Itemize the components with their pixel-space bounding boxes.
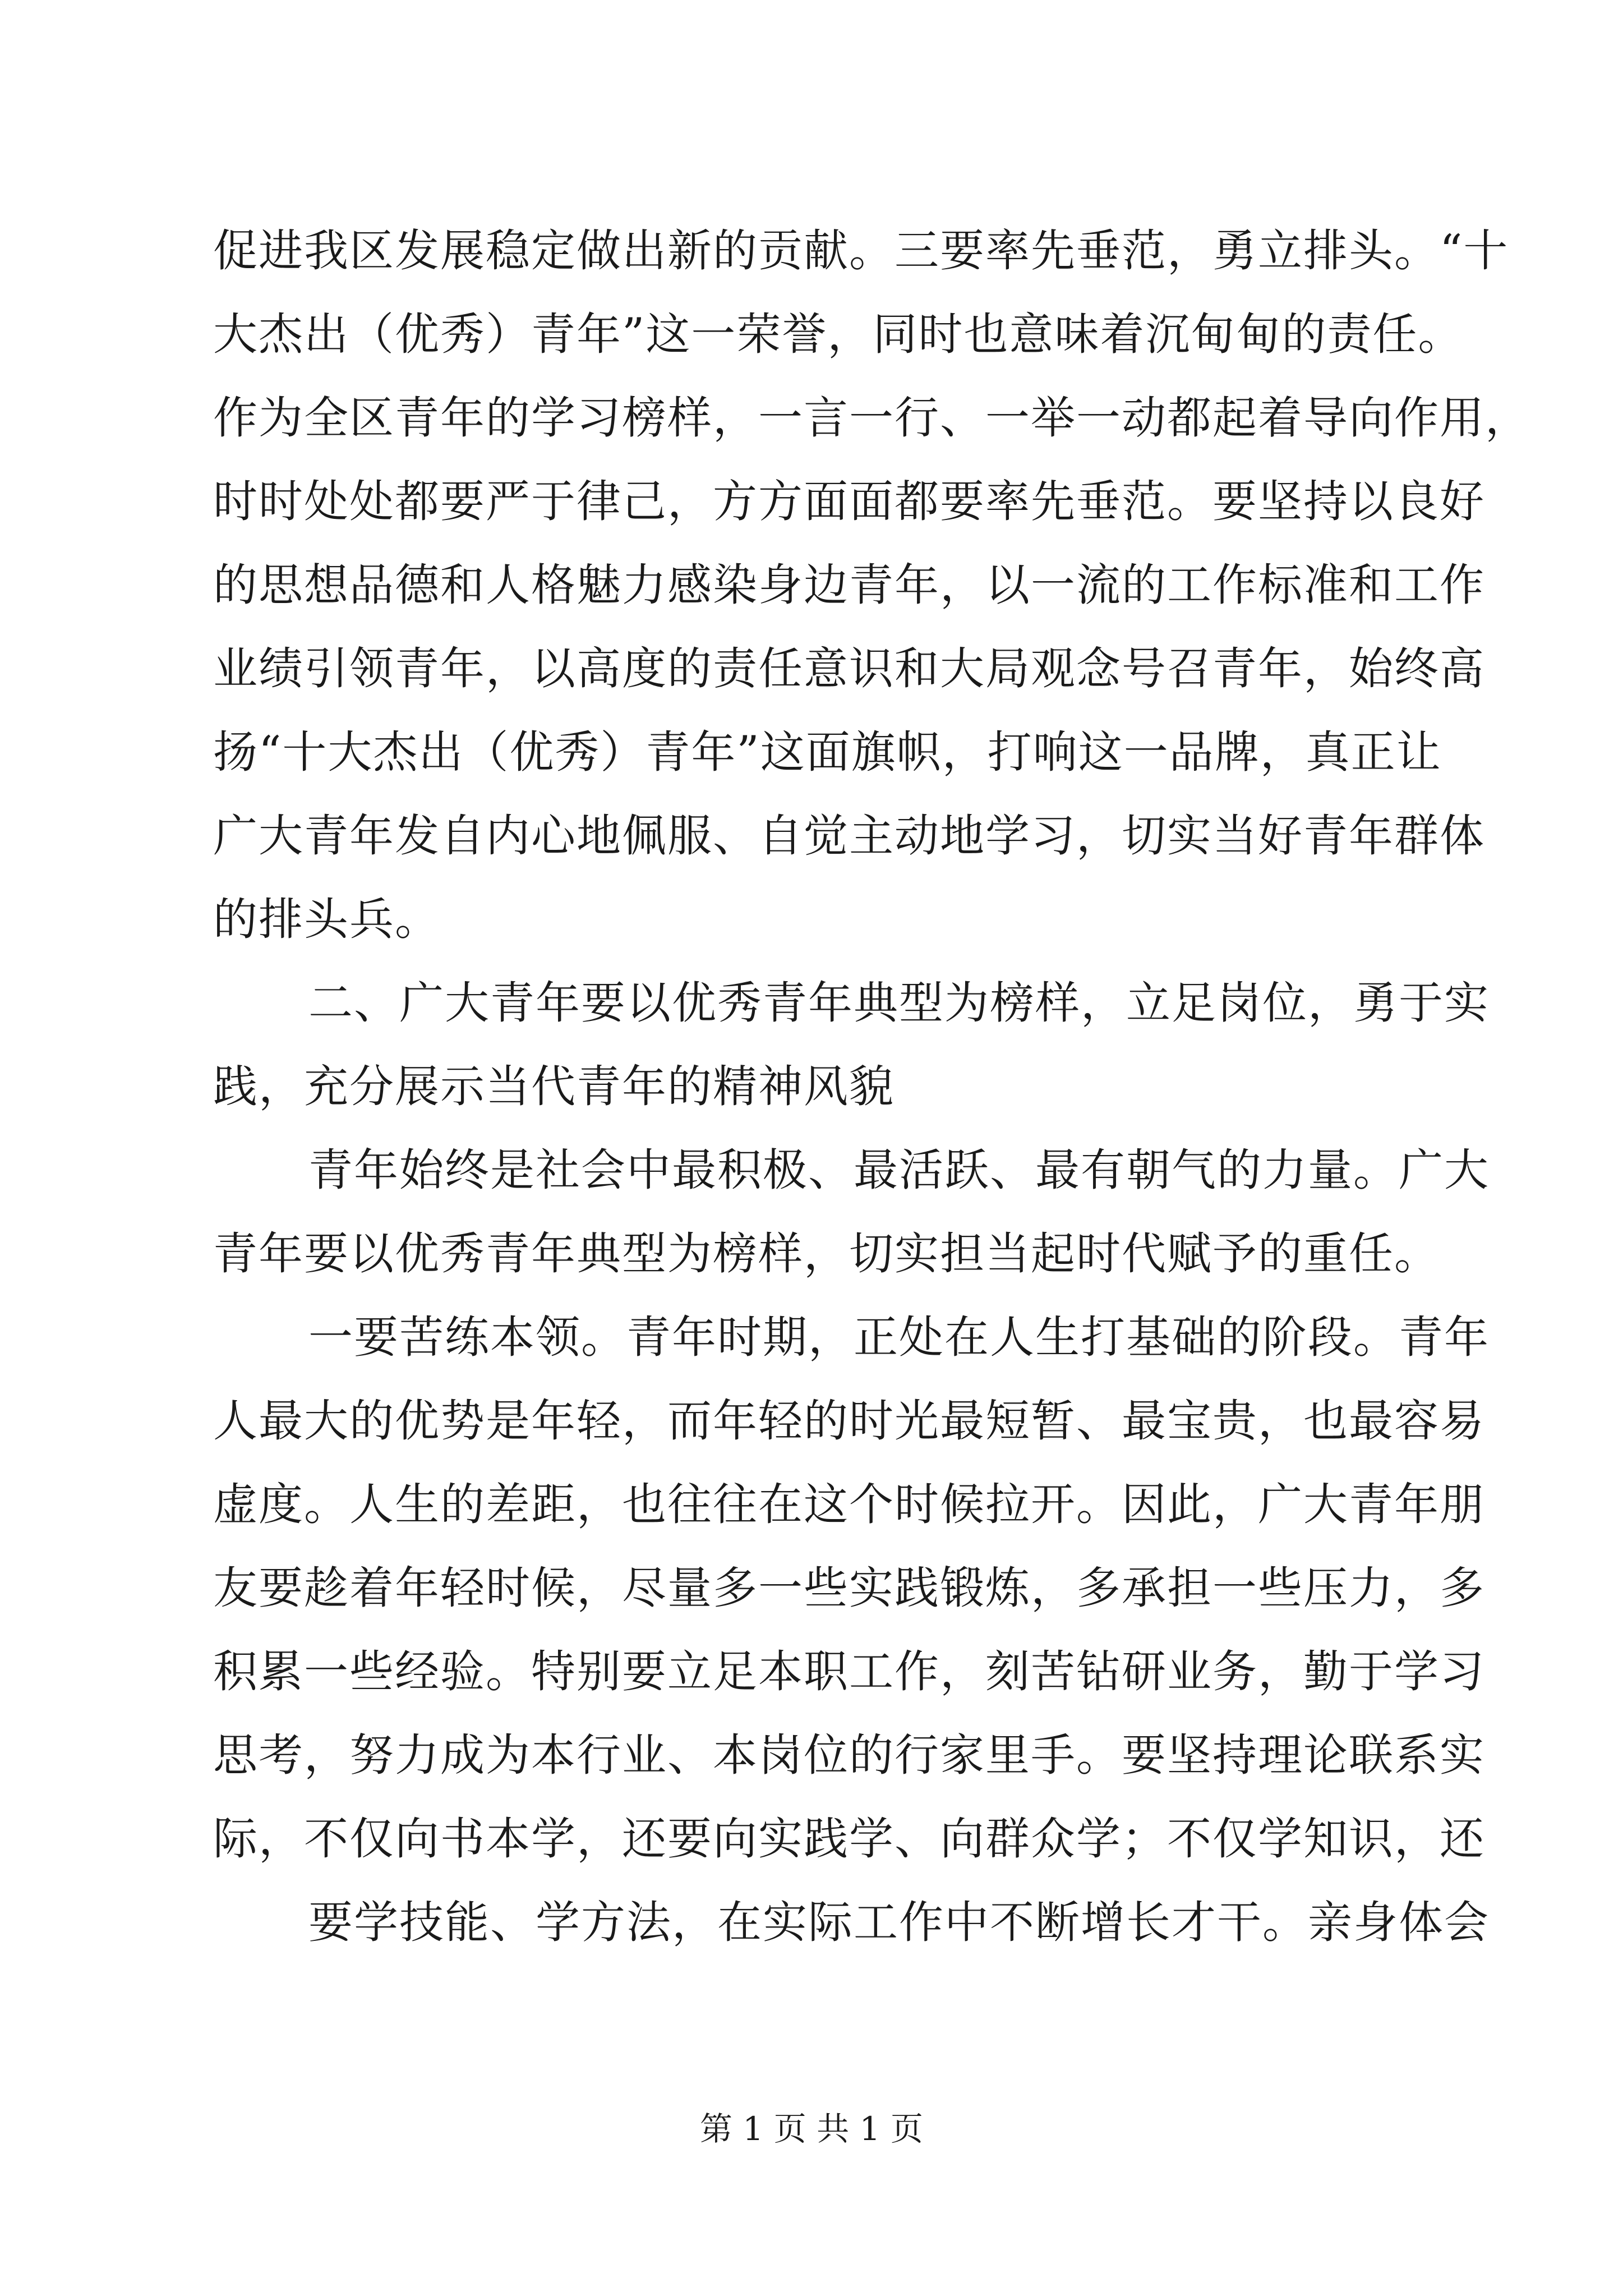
section-heading: 践，充分展示当代青年的精神风貌 <box>213 1061 895 1112</box>
text-line: 际，不仅向书本学，还要向实践学、向群众学；不仅学知识，还 <box>213 1813 1485 1865</box>
text-line: 一要苦练本领。青年时期，正处在人生打基础的阶段。青年 <box>308 1312 1490 1363</box>
text-line: 虚度。人生的差距，也往往在这个时候拉开。因此，广大青年朋 <box>213 1479 1485 1530</box>
text-line: 促进我区发展稳定做出新的贡献。三要率先垂范，勇立排头。“十 <box>213 225 1509 277</box>
text-line: 大杰出（优秀）青年”这一荣誉，同时也意味着沉甸甸的责任。 <box>213 309 1464 360</box>
text-line: 作为全区青年的学习榜样，一言一行、一举一动都起着导向作用， <box>213 392 1530 444</box>
text-line: 的排头兵。 <box>213 894 440 945</box>
text-line: 友要趁着年轻时候，尽量多一些实践锻炼，多承担一些压力，多 <box>213 1562 1485 1614</box>
section-heading: 二、广大青年要以优秀青年典型为榜样，立足岗位，勇于实 <box>308 977 1490 1029</box>
text-line: 要学技能、学方法，在实际工作中不断增长才干。亲身体会 <box>308 1897 1490 1948</box>
text-line: 的思想品德和人格魅力感染身边青年，以一流的工作标准和工作 <box>213 559 1485 611</box>
text-line: 青年始终是社会中最积极、最活跃、最有朝气的力量。广大 <box>308 1144 1490 1196</box>
text-line: 广大青年发自内心地佩服、自觉主动地学习，切实当好青年群体 <box>213 810 1485 862</box>
text-line: 扬“十大杰出（优秀）青年”这面旗帜，打响这一品牌，真正让 <box>213 726 1442 778</box>
text-line: 人最大的优势是年轻，而年轻的时光最短暂、最宝贵，也最容易 <box>213 1395 1485 1447</box>
text-line: 思考，努力成为本行业、本岗位的行家里手。要坚持理论联系实 <box>213 1729 1485 1781</box>
text-line: 业绩引领青年，以高度的责任意识和大局观念号召青年，始终高 <box>213 643 1485 694</box>
text-line: 积累一些经验。特别要立足本职工作，刻苦钻研业务，勤于学习 <box>213 1646 1485 1697</box>
text-line: 时时处处都要严于律己，方方面面都要率先垂范。要坚持以良好 <box>213 476 1485 527</box>
text-line: 青年要以优秀青年典型为榜样，切实担当起时代赋予的重任。 <box>213 1228 1440 1280</box>
page-number-footer: 第 1 页 共 1 页 <box>700 2110 923 2148</box>
